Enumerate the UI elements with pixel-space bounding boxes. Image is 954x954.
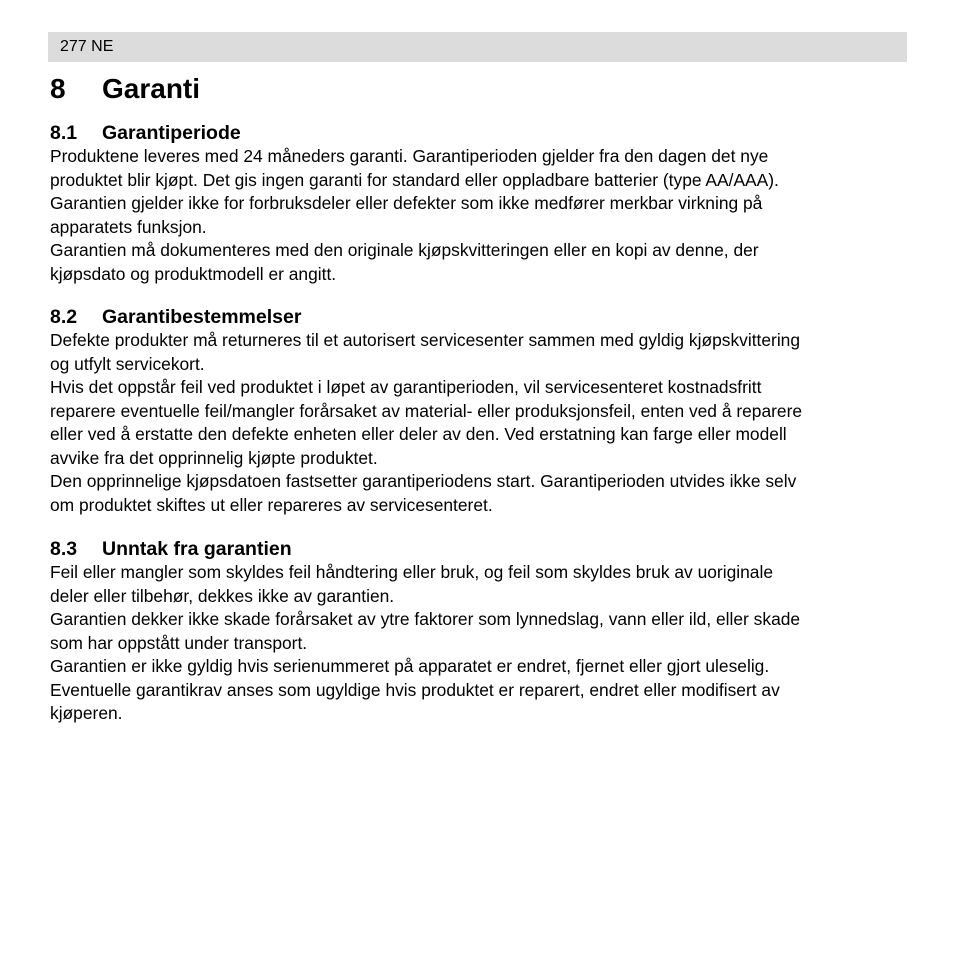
paragraph-line: reparere eventuelle feil/mangler forårsaket av material- eller produksjonsfeil, enten ved å reparere bbox=[50, 400, 803, 421]
section-number: 8.3 bbox=[50, 538, 78, 560]
paragraph-line: eller ved å erstatte den defekte enheten eller deler av den. Ved erstatning kan farge eller modell bbox=[50, 424, 787, 444]
paragraph-line: Feil eller mangler som skyldes feil håndtering eller bruk, og feil som skyldes bruk av uoriginale bbox=[50, 562, 774, 582]
paragraph-line: deler eller tilbehør, dekkes ikke av garantien. bbox=[50, 585, 395, 606]
paragraph-line: Defekte produkter må returneres til et autorisert servicesenter sammen med gyldig kjøpskvittering bbox=[50, 330, 801, 350]
paragraph-line: Produktene leveres med 24 måneders garanti. Garantiperioden gjelder fra den dagen det nye bbox=[50, 146, 769, 166]
paragraph-line: Garantien dekker ikke skade forårsaket av ytre faktorer som lynnedslag, vann eller ild, eller skade bbox=[50, 609, 801, 629]
section-number: 8.1 bbox=[50, 122, 78, 144]
paragraph-line: Garantien er ikke gyldig hvis serienummeret på apparatet er endret, fjernet eller gjort uleselig. bbox=[50, 656, 770, 676]
section-title: Unntak fra garantien bbox=[102, 538, 292, 560]
paragraph-line: avvike fra det opprinnelig kjøpte produktet. bbox=[50, 447, 378, 468]
paragraph-line: Hvis det oppstår feil ved produktet i løpet av garantiperioden, vil servicesenteret kostnadsfritt bbox=[50, 377, 762, 397]
paragraph-line: som har oppstått under transport. bbox=[50, 632, 308, 653]
paragraph-line: apparatets funksjon. bbox=[50, 216, 207, 237]
document-body bbox=[50, 72, 910, 726]
page-header-bar bbox=[48, 32, 907, 62]
section-title: Garantiperiode bbox=[102, 122, 241, 144]
chapter-title: Garanti bbox=[102, 73, 201, 104]
section-heading-8-3 bbox=[50, 537, 910, 561]
paragraph-line: produktet blir kjøpt. Det gis ingen garanti for standard eller oppladbare batterier (type AA/AAA). bbox=[50, 169, 779, 190]
paragraph-line: kjøpsdato og produktmodell er angitt. bbox=[50, 263, 337, 284]
section-title: Garantibestemmelser bbox=[102, 306, 302, 328]
section-heading-8-1 bbox=[50, 121, 910, 145]
chapter-number: 8 bbox=[50, 73, 66, 104]
chapter-heading bbox=[50, 72, 910, 106]
paragraph-line: Garantien må dokumenteres med den originale kjøpskvitteringen eller en kopi av denne, der bbox=[50, 240, 759, 260]
section-number: 8.2 bbox=[50, 306, 78, 328]
section-heading-8-2 bbox=[50, 305, 910, 329]
paragraph-line: kjøperen. bbox=[50, 703, 123, 723]
paragraph-line: Eventuelle garantikrav anses som ugyldige hvis produktet er reparert, endret eller modifisert av bbox=[50, 679, 780, 700]
paragraph-line: Garantien gjelder ikke for forbruksdeler eller defekter som ikke medfører merkbar virkning på bbox=[50, 193, 763, 213]
paragraph-line: og utfylt servicekort. bbox=[50, 353, 205, 374]
paragraph-line: om produktet skiftes ut eller repareres av servicesenteret. bbox=[50, 494, 493, 515]
paragraph-line: Den opprinnelige kjøpsdatoen fastsetter garantiperiodens start. Garantiperioden utvides ikke selv bbox=[50, 471, 797, 491]
document-code: 277 NE bbox=[60, 38, 114, 55]
